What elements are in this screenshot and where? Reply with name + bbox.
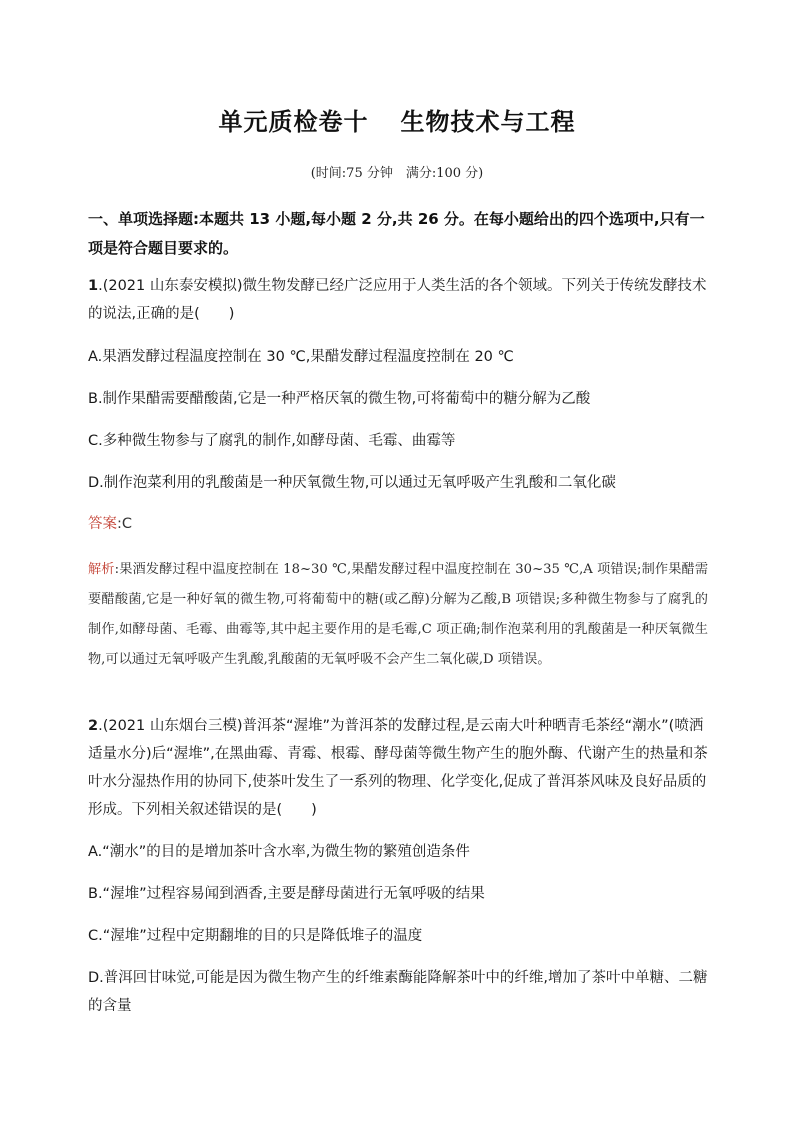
question-2-option-d: D.普洱回甘味觉,可能是因为微生物产生的纤维素酶能降解茶叶中的纤维,增加了茶叶中单糖、二糖的含量 [88,970,708,1014]
question-2-option-a: A.“潮水”的目的是增加茶叶含水率,为微生物的繁殖创造条件 [88,844,470,860]
question-1-stem [88,272,708,328]
question-2-stem [88,712,708,824]
question-1-text: .(2021 山东泰安模拟)微生物发酵已经广泛应用于人类生活的各个领域。下列关于传统发酵技术的说法,正确的是( ) [88,278,707,322]
title-part-1: 单元质检卷十 [218,108,369,136]
section-heading: 一、单项选择题:本题共 13 小题,每小题 2 分,共 26 分。在每小题给出的四个选项中,只有一项是符合题目要求的。 [88,210,705,257]
question-1-option-c: C.多种微生物参与了腐乳的制作,如酵母菌、毛霉、曲霉等 [88,433,456,449]
question-2-option-c: C.“渥堆”过程中定期翻堆的目的只是降低堆子的温度 [88,928,423,944]
question-2-text: .(2021 山东烟台三模)普洱茶“渥堆”为普洱茶的发酵过程,是云南大叶种晒青毛茶经“潮水”(喷洒适量水分)后“渥堆”,在黑曲霉、青霉、根霉、酵母菌等微生物产生的胞外酶、代谢产生的热量和茶叶水分湿热作用的协同下,使茶叶发生了一系列的物理、化学变化,促成了普洱茶风味及良好品质的形成。下列相关叙述错误的是( ) [88,718,708,818]
question-1-option-d: D.制作泡菜利用的乳酸菌是一种厌氧微生物,可以通过无氧呼吸产生乳酸和二氧化碳 [88,475,616,491]
question-1-option-a: A.果酒发酵过程温度控制在 30 ℃,果醋发酵过程温度控制在 20 ℃ [88,349,514,365]
title-part-2: 生物技术与工程 [400,108,576,136]
analysis-text: :果酒发酵过程中温度控制在 18~30 ℃,果醋发酵过程中温度控制在 30~35 ℃,A 项错误;制作果醋需要醋酸菌,它是一种好氧的微生物,可将葡萄中的糖(或乙醇)分解为乙酸,B 项错误;多种微生物参与了腐乳的制作,如酵母菌、毛霉、曲霉等,其中起主要作用的是毛霉,C 项正确;制作泡菜利用的乳酸菌是一种厌氧微生物,可以通过无氧呼吸产生乳酸,乳酸菌的无氧呼吸不会产生二氧化碳,D 项错误。 [88,562,709,667]
answer-value: :C [117,516,133,532]
answer-label: 答案 [88,516,117,532]
question-1-analysis [88,555,708,675]
question-2-number: 2 [88,718,99,734]
analysis-label: 解析 [88,562,115,577]
question-1-option-b: B.制作果醋需要醋酸菌,它是一种严格厌氧的微生物,可将葡萄中的糖分解为乙酸 [88,391,591,407]
question-2-option-b: B.“渥堆”过程容易闻到酒香,主要是酵母菌进行无氧呼吸的结果 [88,886,485,902]
page-title [0,102,794,137]
question-1-answer [88,512,132,533]
exam-time-score: (时间:75 分钟 满分:100 分) [310,166,484,181]
question-1-number: 1 [88,278,99,294]
